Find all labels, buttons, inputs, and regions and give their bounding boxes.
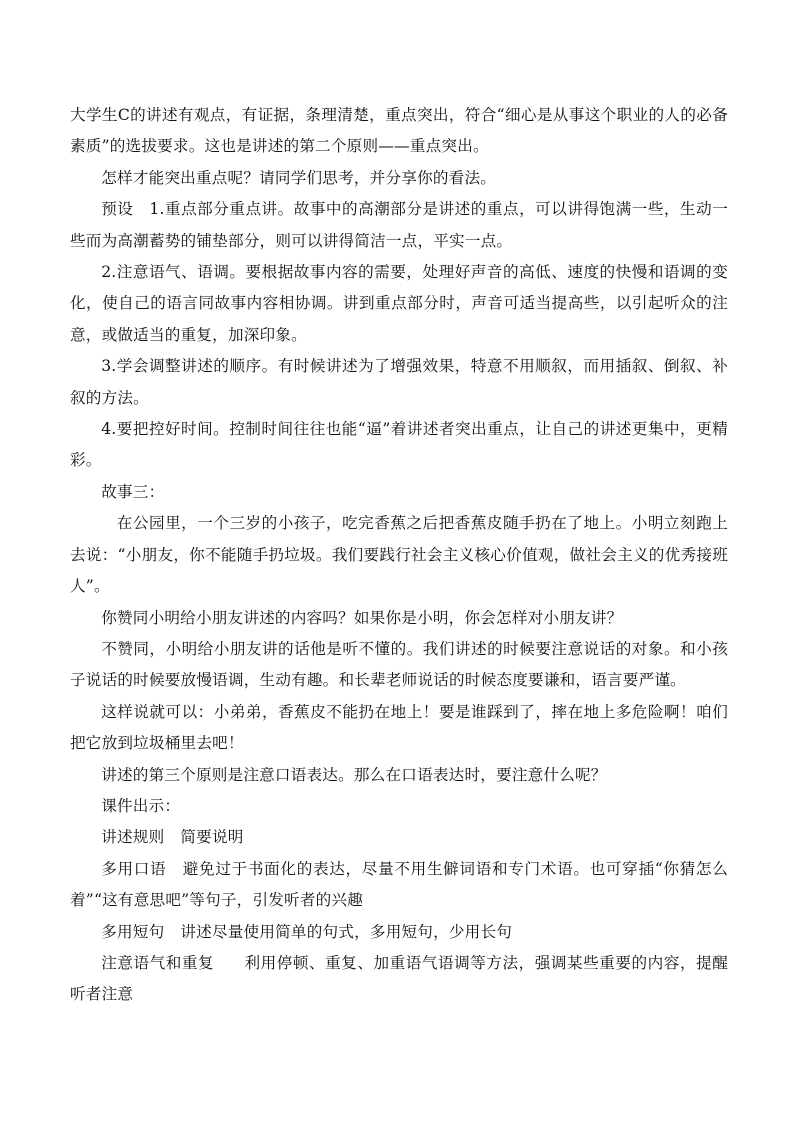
- table-header-rule: 讲述规则: [101, 828, 165, 847]
- paragraph-summary: 大学生C的讲述有观点，有证据，条理清楚，重点突出，符合“细心是从事这个职业的人的必备素质”的选拔要求。这也是讲述的第二个原则——重点突出。: [70, 106, 728, 156]
- rule-name: 多用口语: [101, 859, 167, 878]
- paragraph-example: 这样说就可以：小弟弟，香蕉皮不能扔在地上！要是谁踩到了，摔在地上多危险啊！咱们把它放到垃圾桶里去吧！: [70, 702, 728, 753]
- rule-name: 注意语气和重复: [101, 953, 215, 972]
- table-row-tone: [70, 948, 728, 1011]
- paragraph-story-three: 在公园里，一个三岁的小孩子，吃完香蕉之后把香蕉皮随手扔在了地上。小明立刻跑上去说：“小朋友，你不能随手扔垃圾。我们要践行社会主义核心价值观，做社会主义的优秀接班人”。: [70, 514, 728, 596]
- paragraph-answer: 不赞同，小明给小朋友讲的话他是听不懂的。我们讲述的时候要注意说话的对象。和小孩子说话的时候要放慢语调，生动有趣。和长辈老师说话的时候态度要谦和，语言要严谨。: [70, 639, 728, 690]
- preset-1-text: 1.重点部分重点讲。故事中的高潮部分是讲述的重点，可以讲得饱满一些，生动一些而为高潮蓄势的铺垫部分，则可以讲得简洁一点，平实一点。: [70, 200, 729, 250]
- paragraph-principle-3: 讲述的第三个原则是注意口语表达。那么在口语表达时，要注意什么呢？: [101, 765, 607, 784]
- table-row-oral: [70, 854, 728, 917]
- rule-desc: 利用停顿、重复、加重语气语调等方法，强调某些重要的内容，提醒听者注意: [70, 953, 728, 1004]
- table-row-short: [70, 917, 728, 948]
- preset-label: 预设: [101, 200, 134, 219]
- paragraph-preset-1: [70, 194, 728, 257]
- story-three-heading: 故事三：: [101, 482, 165, 501]
- paragraph-preset-2: 2.注意语气、语调。要根据故事内容的需要，处理好声音的高低、速度的快慢和语调的变化，使自己的语言同故事内容相协调。讲到重点部分时，声音可适当提高些，以引起听众的注意，或做适当的重复，加深印象。: [70, 263, 728, 344]
- paragraph-question-2: 你赞同小明给小朋友讲述的内容吗？如果你是小明，你会怎样对小朋友讲？: [101, 608, 623, 627]
- paragraph-preset-3: 3.学会调整讲述的顺序。有时候讲述为了增强效果，特意不用顺叙，而用插叙、倒叙、补叙的方法。: [70, 357, 728, 407]
- paragraph-courseware: 课件出示：: [101, 796, 181, 815]
- paragraph-question: 怎样才能突出重点呢？请同学们思考，并分享你的看法。: [101, 168, 497, 187]
- rule-name: 多用短句: [101, 922, 165, 941]
- table-header-desc: 简要说明: [180, 828, 244, 847]
- table-header-row: [70, 822, 728, 853]
- rule-desc: 避免过于书面化的表达，尽量不用生僻词语和专门术语。也可穿插“你猜怎么着”“这有意思吧”等句子，引发听者的兴趣: [70, 859, 728, 910]
- rule-desc: 讲述尽量使用简单的句式，多用短句，少用长句: [180, 922, 513, 941]
- paragraph-preset-4: 4.要把控好时间。控制时间往往也能“逼”着讲述者突出重点，让自己的讲述更集中，更精彩。: [70, 420, 728, 470]
